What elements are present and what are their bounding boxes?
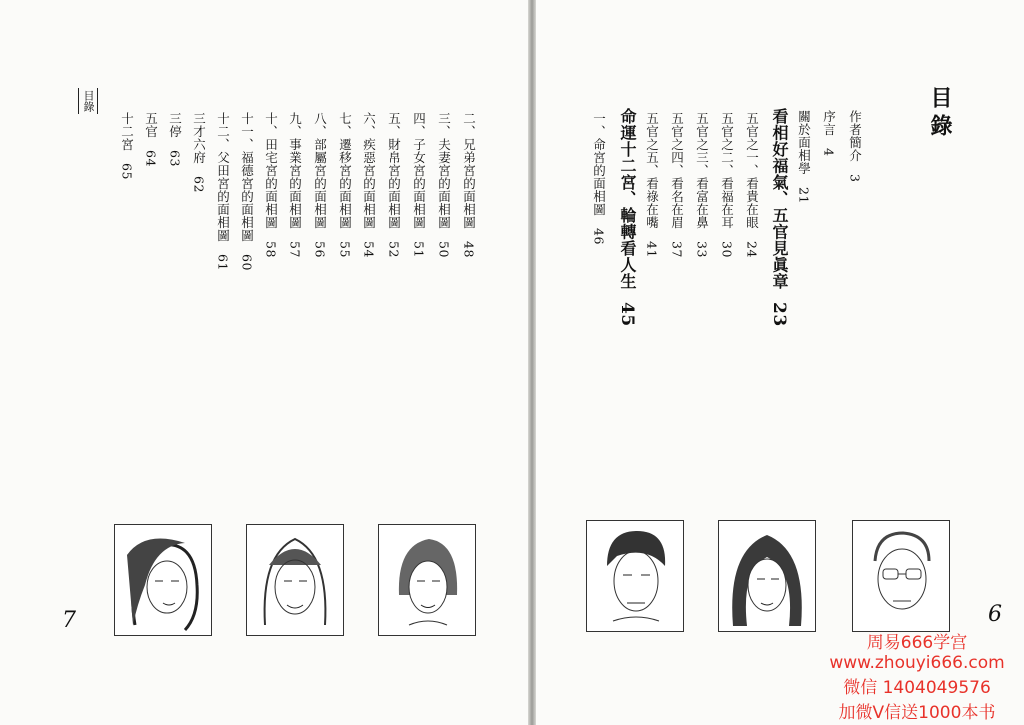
toc-entry: 十二宮65 [119, 112, 135, 180]
book-spine [528, 0, 536, 725]
toc-entry: 十一、福德宮的面相圖60 [239, 112, 255, 271]
toc-chapter: 看相好福氣、五官見眞章23 [769, 108, 789, 327]
toc-title: 目錄 [927, 86, 952, 142]
toc-entry: 五官之三、看富在鼻33 [694, 112, 710, 258]
toc-entry: 五官之四、看名在眉37 [669, 112, 685, 258]
portrait-sketch-woman-short-hair [378, 524, 476, 636]
watermark-line: 加微V信送1000本书 [838, 703, 996, 723]
watermark-line: www.zhouyi666.com [829, 653, 1005, 673]
toc-entry: 三、夫妻宮的面相圖50 [436, 112, 452, 258]
toc-entry: 五官之二、看福在耳30 [719, 112, 735, 258]
toc-entry: 五官64 [143, 112, 159, 167]
toc-entry: 四、子女宮的面相圖51 [411, 112, 427, 258]
toc-entry: 五官之一、看貴在眼24 [744, 112, 760, 258]
toc-entry: 五官之五、看祿在嘴41 [644, 112, 660, 258]
toc-entry: 一、命宮的面相圖46 [591, 112, 607, 245]
toc-entry: 五、財帛宮的面相圖52 [386, 112, 402, 258]
watermark-line: 周易666学宫 [866, 633, 968, 653]
toc-entry: 三停63 [167, 112, 183, 167]
toc-entry: 六、疾惡宮的面相圖54 [361, 112, 377, 258]
running-head: 目錄 [78, 88, 98, 114]
portrait-sketch-man-glasses [852, 520, 950, 632]
toc-entry: 十、田宅宮的面相圖58 [263, 112, 279, 258]
toc-entry: 九、事業宮的面相圖57 [287, 112, 303, 258]
toc-chapter: 命運十二宮、輪轉看人生45 [617, 108, 637, 327]
toc-entry: 十二、父田宮的面相圖61 [215, 112, 231, 271]
portrait-sketch-woman-dark-hair [718, 520, 816, 632]
page-number-right: 6 [988, 602, 1002, 627]
toc-entry: 八、部屬宮的面相圖56 [312, 112, 328, 258]
portrait-sketch-woman-long-hair [114, 524, 212, 636]
toc-entry: 關於面相學21 [796, 110, 812, 204]
portrait-sketch-woman-smiling [246, 524, 344, 636]
toc-entry: 作者簡介3 [847, 110, 863, 183]
page-number-left: 7 [62, 608, 76, 633]
toc-entry: 序言4 [821, 110, 837, 157]
watermark-line: 微信 1404049576 [843, 678, 991, 698]
portrait-sketch-man-young [586, 520, 684, 632]
watermark [822, 628, 1012, 723]
toc-entry: 三才六府62 [191, 112, 207, 193]
toc-entry: 二、兄弟宮的面相圖48 [461, 112, 477, 258]
toc-entry: 七、遷移宮的面相圖55 [337, 112, 353, 258]
